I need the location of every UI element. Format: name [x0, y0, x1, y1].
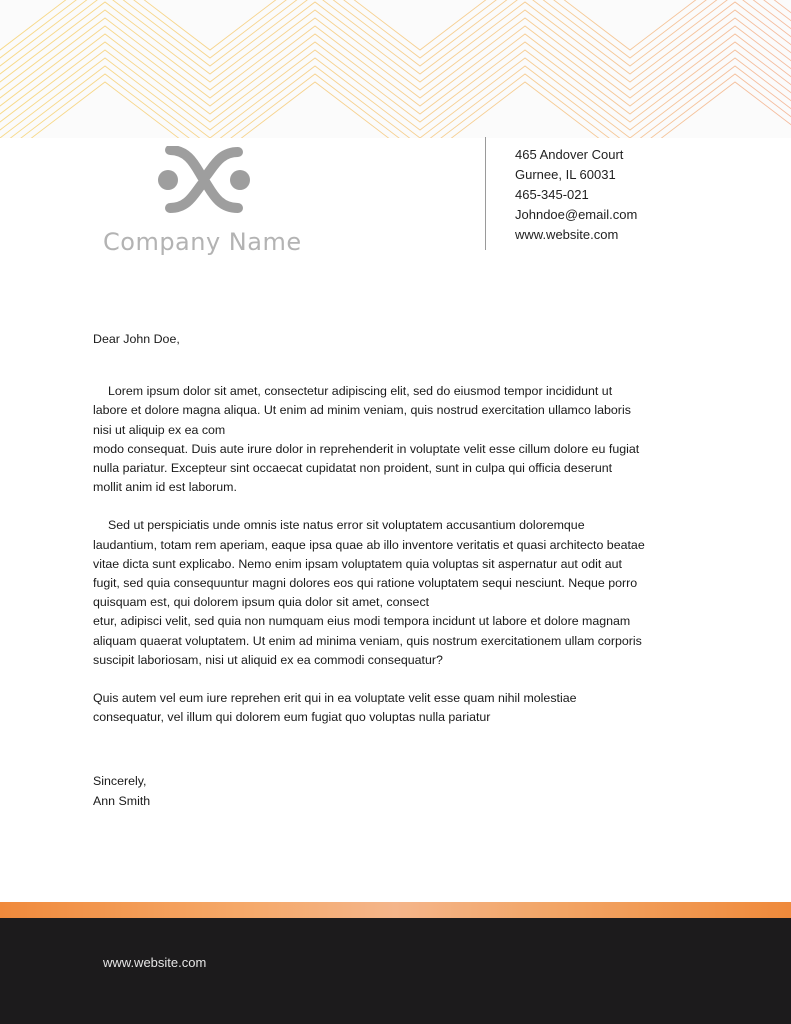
paragraph-line: nisi ut aliquip ex ea com — [93, 422, 226, 437]
footer-website-link[interactable]: www.website.com — [103, 955, 207, 970]
signature-name: Ann Smith — [93, 793, 151, 808]
letter-body — [93, 330, 703, 811]
chevron-line — [0, 0, 791, 50]
paragraph-line: suscipit laboriosam, nisi ut aliquid ex ea commodi consequatur? — [93, 652, 443, 667]
footer-accent-stripe — [0, 902, 791, 918]
paragraph-line: nulla pariatur. Excepteur sint occaecat cupidatat non proident, sunt in culpa qui officia deserunt — [93, 461, 613, 476]
chevron-line — [0, 66, 791, 138]
paragraph-line: quisquam est, qui dolorem ipsum quia dolor sit amet, consect — [93, 595, 430, 610]
paragraph-line: vitae dicta sunt explicabo. Nemo enim ipsam voluptatem quia voluptas sit aspernatur aut odit aut — [93, 556, 622, 571]
chevron-pattern-graphic — [0, 0, 791, 138]
address-line-2: Gurnee, IL 60031 — [515, 167, 616, 182]
header-chevron-pattern — [0, 0, 791, 138]
phone-number: 465-345-021 — [515, 187, 589, 202]
contact-block — [515, 145, 637, 245]
address-line-1: 465 Andover Court — [515, 147, 624, 162]
paragraph-line: fugit, sed quia consequuntur magni dolores eos qui ratione voluptatem sequi nesciunt. Neque porro — [93, 576, 638, 591]
paragraph-3 — [93, 689, 703, 727]
greeting: Dear John Doe, — [93, 332, 180, 346]
email-link[interactable]: Johndoe@email.com — [515, 207, 638, 222]
chevron-line — [0, 82, 791, 138]
paragraph-line: etur, adipisci velit, sed quia non numquam eius modi tempora incidunt ut labore et dolore magnam — [93, 614, 631, 629]
paragraph-1 — [93, 382, 703, 497]
paragraph-line: consequatur, vel illum qui dolorem eum fugiat quo voluptas nulla pariatur — [93, 710, 491, 725]
website-link[interactable]: www.website.com — [515, 227, 619, 242]
footer — [0, 918, 791, 1024]
company-name: Company Name — [103, 228, 302, 256]
paragraph-line: modo consequat. Duis aute irure dolor in reprehenderit in voluptate velit esse cillum dolore eu fugiat — [93, 441, 640, 456]
paragraph-line: Lorem ipsum dolor sit amet, consectetur adipiscing elit, sed do eiusmod tempor incididunt ut — [108, 384, 613, 399]
paragraph-line: Quis autem vel eum iure reprehen erit qui in ea voluptate velit esse quam nihil molestiae — [93, 691, 577, 706]
paragraph-line: aliquam quaerat voluptatem. Ut enim ad minima veniam, quis nostrum exercitationem ullam corporis — [93, 633, 642, 648]
paragraph-line: labore et dolore magna aliqua. Ut enim ad minim veniam, quis nostrud exercitation ullamco laboris — [93, 403, 631, 418]
paragraph-line: laudantium, totam rem aperiam, eaque ipsa quae ab illo inventore veritatis et quasi architecto beatae — [93, 537, 645, 552]
paragraph-2 — [93, 516, 703, 670]
header-divider — [485, 137, 486, 250]
company-logo-icon — [156, 146, 252, 214]
closing: Sincerely, — [93, 774, 147, 789]
paragraph-line: Sed ut perspiciatis unde omnis iste natus error sit voluptatem accusantium doloremque — [108, 518, 585, 533]
chevron-line — [0, 0, 791, 66]
paragraph-line: mollit anim id est laborum. — [93, 480, 237, 495]
